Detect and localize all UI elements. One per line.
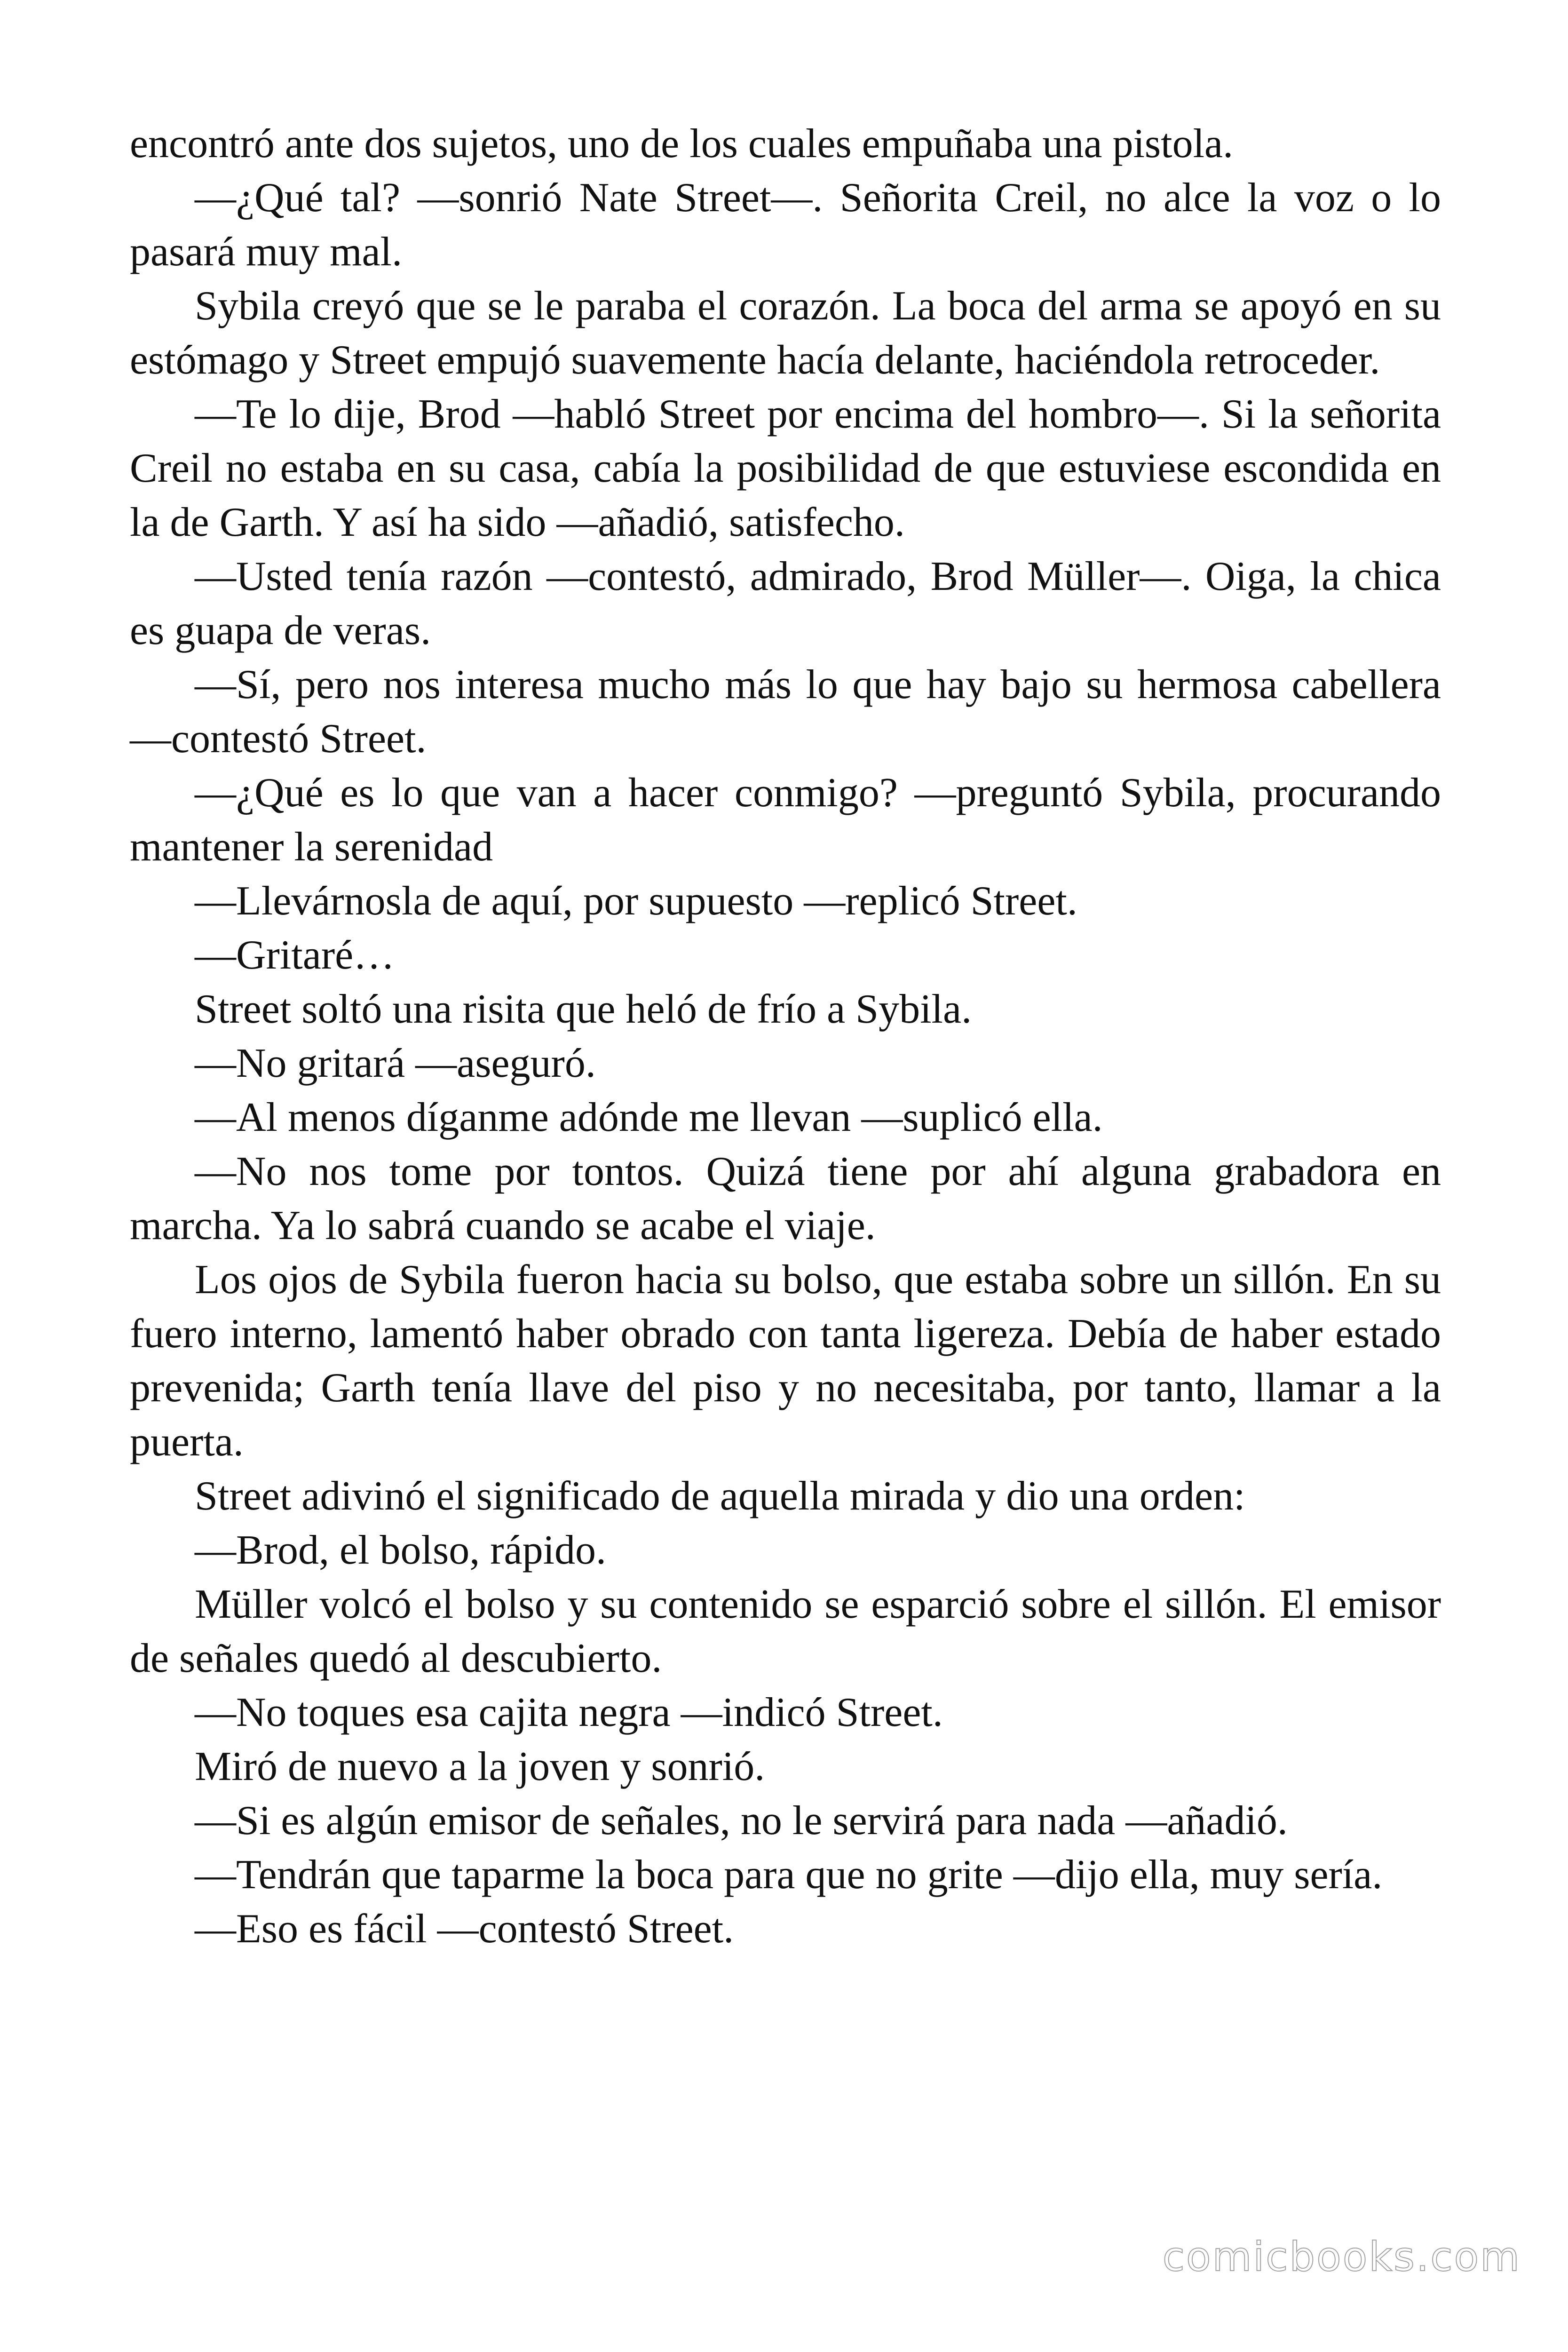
paragraph: Müller volcó el bolso y su contenido se esparció sobre el sillón. El emisor de señales quedó al descubierto. xyxy=(130,1581,1441,1681)
paragraph: Sybila creyó que se le paraba el corazón. La boca del arma se apoyó en su estómago y Street empujó suavemente hacía delante, haciéndola retroceder. xyxy=(130,283,1441,383)
paragraph: Street adivinó el significado de aquella mirada y dio una orden: xyxy=(195,1473,1245,1519)
paragraph: —¿Qué tal? —sonrió Nate Street—. Señorita Creil, no alce la voz o lo pasará muy mal. xyxy=(130,175,1441,275)
paragraph: —Brod, el bolso, rápido. xyxy=(195,1527,607,1573)
paragraph: —No gritará —aseguró. xyxy=(195,1041,596,1086)
paragraph: —¿Qué es lo que van a hacer conmigo? —preguntó Sybila, procurando mantener la serenidad xyxy=(130,770,1441,870)
paragraph: —No nos tome por tontos. Quizá tiene por ahí alguna grabadora en marcha. Ya lo sabrá cuando se acabe el viaje. xyxy=(130,1149,1441,1248)
paragraph: encontró ante dos sujetos, uno de los cuales empuñaba una pistola. xyxy=(130,121,1234,167)
paragraph: —Te lo dije, Brod —habló Street por encima del hombro—. Si la señorita Creil no estaba en su casa, cabía la posibilidad de que estuviese escondida en la de Garth. Y así ha sido —añadió, satisfecho. xyxy=(130,391,1441,545)
watermark: comicbooks.com xyxy=(1162,2233,1521,2280)
paragraph: —Llevárnosla de aquí, por supuesto —replicó Street. xyxy=(195,878,1077,924)
body-text xyxy=(130,117,1441,1956)
paragraph: —Eso es fácil —contestó Street. xyxy=(195,1906,734,1952)
paragraph: —No toques esa cajita negra —indicó Street. xyxy=(195,1690,943,1735)
paragraph: —Tendrán que taparme la boca para que no grite —dijo ella, muy sería. xyxy=(195,1852,1383,1898)
paragraph: Miró de nuevo a la joven y sonrió. xyxy=(195,1744,765,1789)
paragraph: —Sí, pero nos interesa mucho más lo que hay bajo su hermosa cabellera —contestó Street. xyxy=(130,662,1441,762)
paragraph: —Usted tenía razón —contestó, admirado, Brod Müller—. Oiga, la chica es guapa de veras. xyxy=(130,554,1441,653)
paragraph: Los ojos de Sybila fueron hacia su bolso, que estaba sobre un sillón. En su fuero interno, lamentó haber obrado con tanta ligereza. Debía de haber estado prevenida; Garth tenía llave del piso y no necesitaba, por tanto, llamar a la puerta. xyxy=(130,1257,1441,1465)
paragraph: —Si es algún emisor de señales, no le servirá para nada —añadió. xyxy=(195,1798,1288,1843)
paragraph: —Al menos díganme adónde me llevan —suplicó ella. xyxy=(195,1095,1103,1140)
paragraph: —Gritaré… xyxy=(195,932,395,978)
paragraph: Street soltó una risita que heló de frío a Sybila. xyxy=(195,986,972,1032)
